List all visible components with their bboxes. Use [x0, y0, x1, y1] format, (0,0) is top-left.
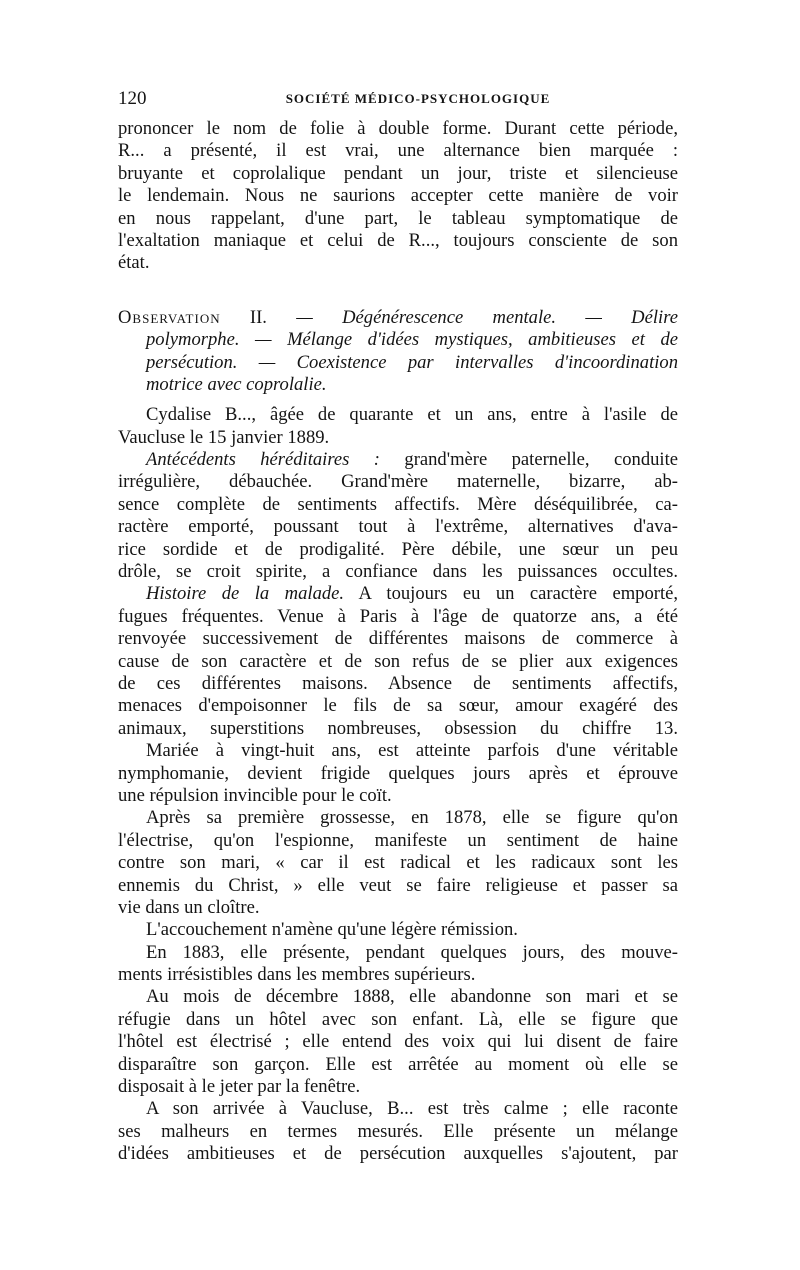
text-line: irrégulière, débauchée. Grand'mère maternelle, bizarre, ab-	[118, 471, 678, 493]
text-line: disparaître son garçon. Elle est arrêtée au moment où elle se	[118, 1053, 678, 1075]
text-line	[118, 583, 678, 605]
histoire-paragraph	[118, 583, 678, 740]
text-line: le lendemain. Nous ne saurions accepter cette manière de voir	[118, 185, 678, 207]
text-line: renvoyée successivement de différentes maisons de commerce à	[118, 628, 678, 650]
text-line: en nous rappelant, d'une part, le tableau symptomatique de	[118, 207, 678, 229]
patient-intro-paragraph	[118, 404, 678, 449]
text-line: menaces d'empoisonner le fils de sa sœur, amour exagéré des	[118, 695, 678, 717]
text-line: ments irrésistibles dans les membres supérieurs.	[118, 964, 476, 986]
text-line: sence complète de sentiments affectifs. Mère déséquilibrée, ca-	[118, 493, 678, 515]
text-line: ses malheurs en termes mesurés. Elle présente un mélange	[118, 1120, 678, 1142]
text-line: d'idées ambitieuses et de persécution auxquelles s'ajoutent, par	[118, 1143, 678, 1165]
pregnancy-paragraph	[118, 807, 678, 919]
marriage-paragraph	[118, 740, 678, 807]
text-line	[118, 449, 678, 471]
text-line: vie dans un cloître.	[118, 896, 260, 918]
histoire-heading: Histoire de la malade.	[146, 583, 345, 605]
text-line: fugues fréquentes. Venue à Paris à l'âge de quatorze ans, a été	[118, 605, 678, 627]
text-line: drôle, se croit spirite, a confiance dans les puissances occultes.	[118, 561, 678, 583]
section-gap	[118, 275, 678, 307]
observation-number: II.	[249, 306, 267, 328]
text-line: l'exaltation maniaque et celui de R..., toujours consciente de son	[118, 229, 678, 251]
text-line: contre son mari, « car il est radical et les radicaux sont les	[118, 852, 678, 874]
text-line: Après sa première grossesse, en 1878, elle se figure qu'on	[146, 807, 678, 829]
text-line: L'accouchement n'amène qu'une légère rémission.	[146, 919, 518, 941]
text-line: ractère emporté, poussant tout à l'extrême, alternatives d'ava-	[118, 516, 678, 538]
book-page	[118, 88, 678, 1166]
histoire-text: A toujours eu un caractère emporté,	[358, 583, 679, 605]
observation-subtitle: — Dégénérescence mentale. — Délire	[296, 306, 678, 328]
observation-title-line: polymorphe. — Mélange d'idées mystiques, ambitieuses et de	[146, 329, 678, 351]
text-line: Vaucluse le 15 janvier 1889.	[118, 426, 330, 448]
section-gap	[118, 396, 678, 404]
text-line: prononcer le nom de folie à double forme. Durant cette période,	[118, 118, 678, 139]
text-line: rice sordide et de prodigalité. Père débile, une sœur un peu	[118, 538, 678, 560]
text-line: Cydalise B..., âgée de quarante et un ans, entre à l'asile de	[146, 404, 678, 426]
journal-title: SOCIÉTÉ MÉDICO-PSYCHOLOGIQUE	[285, 91, 551, 106]
year-1883-paragraph	[118, 942, 678, 987]
observation-title-line: motrice avec coprolalie.	[146, 373, 327, 395]
intro-paragraph	[118, 118, 678, 275]
page-number: 120	[118, 88, 147, 109]
december-1888-paragraph	[118, 986, 678, 1098]
observation-title-line	[118, 307, 678, 329]
text-line: Au mois de décembre 1888, elle abandonne son mari et se	[146, 986, 678, 1008]
text-line: bruyante et coprolalique pendant un jour, triste et silencieuse	[118, 162, 678, 184]
text-line: nymphomanie, devient frigide quelques jours après et éprouve	[118, 762, 678, 784]
text-line: une répulsion invincible pour le coït.	[118, 784, 392, 806]
text-line: A son arrivée à Vaucluse, B... est très calme ; elle raconte	[146, 1098, 678, 1120]
text-line: l'hôtel est électrisé ; elle entend des voix qui lui disent de faire	[118, 1031, 678, 1053]
text-line: R... a présenté, il est vrai, une alternance bien marquée :	[118, 140, 678, 162]
remission-paragraph	[118, 919, 678, 941]
observation-heading	[118, 307, 678, 397]
text-line: ennemis du Christ, » elle veut se faire religieuse et passer sa	[118, 874, 678, 896]
text-line: Mariée à vingt-huit ans, est atteinte parfois d'une véritable	[146, 740, 678, 762]
text-line: cause de son caractère et de son refus de se plier aux exigences	[118, 650, 678, 672]
observation-title-line: persécution. — Coexistence par intervalles d'incoordination	[146, 351, 678, 373]
text-line: animaux, superstitions nombreuses, obsession du chiffre 13.	[118, 717, 678, 739]
text-line: réfugie dans un hôtel avec son enfant. Là, elle se figure que	[118, 1008, 678, 1030]
running-head	[118, 88, 678, 118]
antecedents-paragraph	[118, 449, 678, 583]
arrival-paragraph	[118, 1098, 678, 1165]
observation-label: Observation	[118, 306, 221, 328]
antecedents-heading: Antécédents héréditaires :	[146, 449, 380, 471]
antecedents-text: grand'mère paternelle, conduite	[404, 449, 678, 471]
text-line: disposait à le jeter par la fenêtre.	[118, 1076, 361, 1098]
text-line: état.	[118, 252, 150, 274]
text-line: En 1883, elle présente, pendant quelques jours, des mouve-	[146, 941, 678, 963]
text-line: de ces différentes maisons. Absence de sentiments affectifs,	[118, 672, 678, 694]
text-line: l'électrise, qu'on l'espionne, manifeste un sentiment de haine	[118, 829, 678, 851]
